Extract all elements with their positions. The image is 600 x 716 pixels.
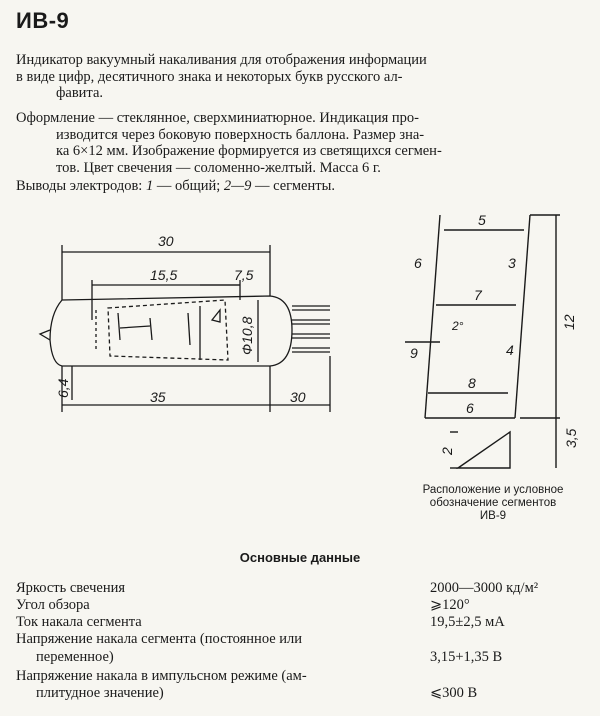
dim-35: 35	[150, 389, 166, 405]
spec-row	[16, 631, 591, 647]
spec-value: ⩾120°	[430, 597, 470, 613]
spec-name: плитудное значение)	[36, 685, 164, 701]
leads-common-number: 1	[145, 178, 154, 194]
spec-name: Напряжение накала в импульсном режиме (ам-	[16, 668, 307, 684]
spec-value: ⩽300 В	[430, 685, 478, 701]
segments-caption	[398, 484, 588, 523]
caption-line: обозначение сегментов	[429, 497, 557, 509]
angle-label: 2°	[452, 319, 464, 333]
segment-frame	[108, 300, 228, 360]
dim-30-top: 30	[158, 233, 174, 249]
caption-line: ИВ-9	[479, 510, 507, 522]
design-line: Оформление — стеклянное, сверхминиатюрное. Индикация про-	[16, 110, 419, 126]
segment-label-8: 8	[468, 375, 476, 391]
segment-label-9: 9	[410, 345, 418, 361]
design-line: изводится через боковую поверхность баллона. Размер зна-	[56, 126, 425, 143]
segment-label-6: 6	[414, 255, 422, 271]
description-line: в виде цифр, десятичного знака и некоторых букв русского ал-	[16, 68, 403, 85]
leads-segment-range: 2—9	[223, 178, 252, 194]
leads-mid: — общий;	[153, 178, 224, 194]
dim-30-bottom: 30	[290, 389, 306, 405]
spec-name: Угол обзора	[16, 597, 90, 613]
dim-12: 12	[561, 314, 577, 330]
spec-row	[16, 685, 591, 701]
spec-row	[16, 668, 591, 684]
segment-label-4: 4	[506, 342, 514, 358]
segment-label-7: 7	[474, 287, 482, 303]
description-line: Индикатор вакуумный накаливания для отображения информации	[16, 52, 427, 68]
leads-suffix: — сегменты.	[251, 178, 335, 194]
dim-15-5: 15,5	[150, 267, 178, 283]
spec-row	[16, 614, 591, 630]
dim-6-4: 6,4	[55, 378, 71, 398]
design-line: ка 6×12 мм. Изображение формируется из светящихся сегмен-	[56, 143, 442, 159]
dim-6: 6	[466, 400, 474, 416]
dim-2: 2	[439, 447, 455, 455]
tube-envelope	[50, 296, 292, 366]
spec-value: 2000—3000 кд/м²	[430, 580, 539, 596]
description-line: фавита.	[56, 85, 104, 101]
tube-tip	[40, 330, 50, 340]
design-line: тов. Цвет свечения — соломенно-желтый. Масса 6 г.	[56, 159, 381, 176]
segment-label-3: 3	[508, 255, 516, 271]
page-title: ИВ-9	[16, 8, 70, 33]
spec-name: Ток накала сегмента	[16, 614, 142, 630]
specs-heading: Основные данные	[239, 550, 361, 565]
segment-label-5: 5	[478, 212, 486, 228]
caption-line: Расположение и условное	[422, 484, 564, 496]
spec-value: 19,5±2,5 мА	[430, 614, 505, 630]
dim-d10-8: Ф10,8	[239, 316, 255, 355]
spec-row	[16, 580, 591, 596]
spec-value: 3,15+1,35 В	[430, 649, 503, 665]
spec-row	[16, 649, 591, 665]
dim-3-5: 3,5	[563, 428, 579, 448]
spec-row	[16, 597, 591, 613]
dim-7-5: 7,5	[234, 267, 254, 283]
spec-name: Напряжение накала сегмента (постоянное или	[16, 631, 303, 647]
spec-name: переменное)	[36, 649, 114, 665]
spec-name: Яркость свечения	[16, 580, 126, 596]
leads-prefix: Выводы электродов:	[16, 178, 146, 194]
